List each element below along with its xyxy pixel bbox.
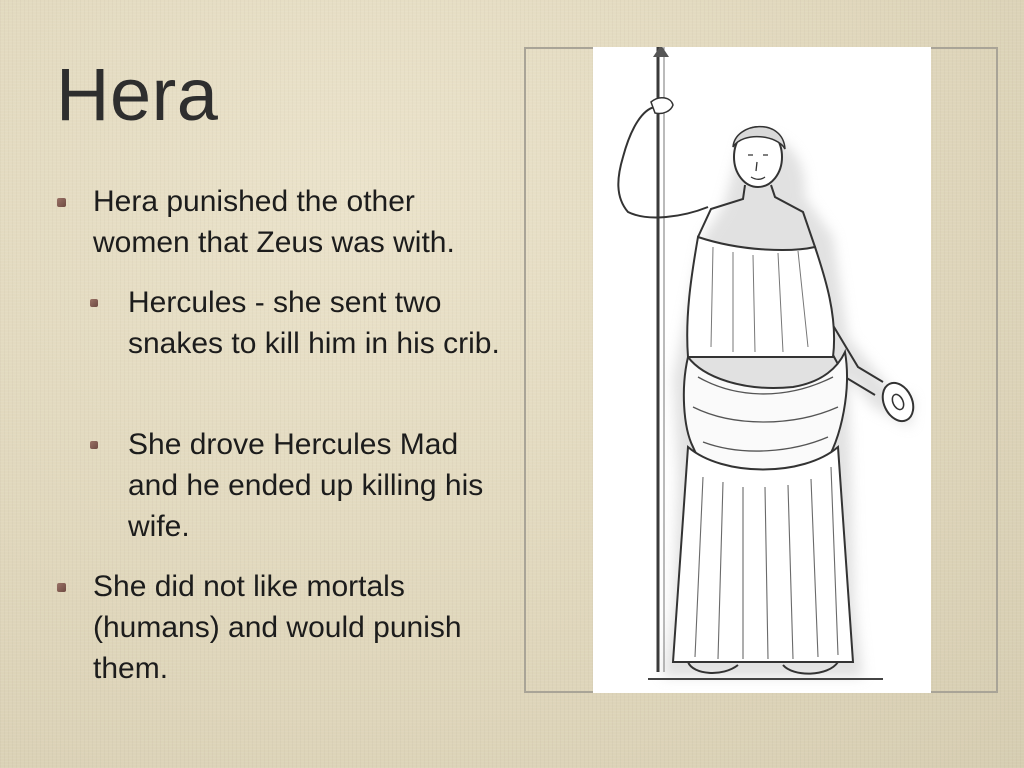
bullet-text: Hera punished the other women that Zeus was with. xyxy=(93,185,455,259)
chiton-top xyxy=(687,237,834,357)
raised-arm xyxy=(618,107,708,217)
staff-tip xyxy=(653,47,669,57)
bullet-item xyxy=(93,566,523,689)
hera-statue-illustration xyxy=(593,47,931,693)
sub-bullet-item xyxy=(128,424,508,547)
bullet-marker-icon xyxy=(57,198,66,207)
bullet-item xyxy=(93,181,493,263)
slide-title: Hera xyxy=(56,53,219,136)
bullet-marker-icon xyxy=(57,583,66,592)
bullet-marker-icon xyxy=(90,441,98,449)
hand xyxy=(651,98,673,114)
sub-bullet-item xyxy=(128,282,508,364)
bullet-text: She did not like mortals (humans) and would punish them. xyxy=(93,570,462,685)
bullet-text: Hercules - she sent two snakes to kill him in his crib. xyxy=(128,286,500,360)
bullet-text: She drove Hercules Mad and he ended up killing his wife. xyxy=(128,428,484,543)
bullet-marker-icon xyxy=(90,299,98,307)
